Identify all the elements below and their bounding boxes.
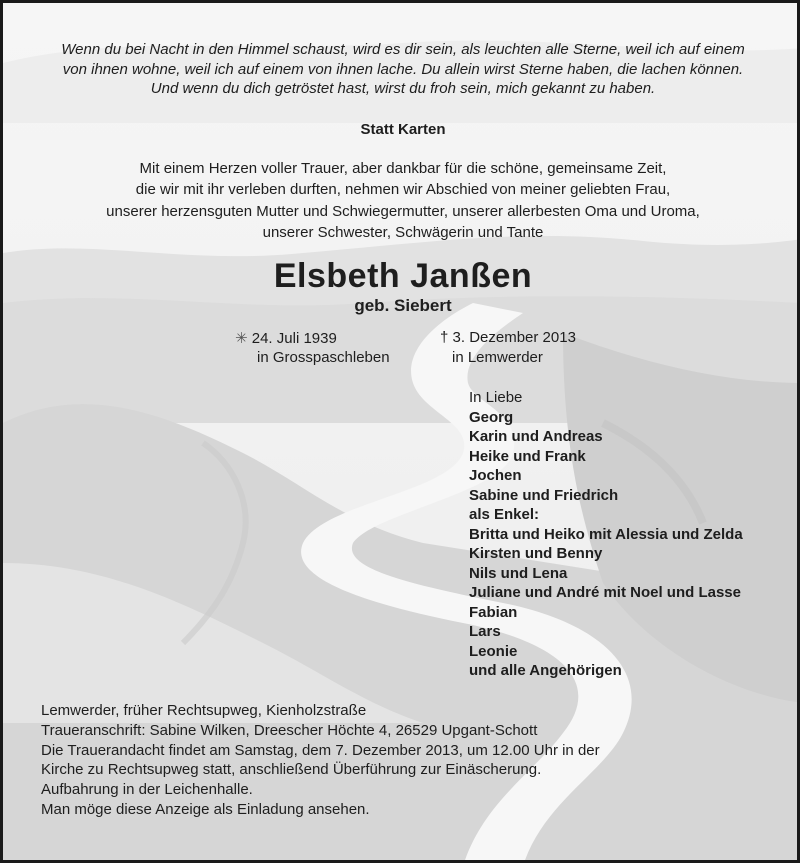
birth-star-icon: ✳ [235, 330, 248, 347]
footer-line: Kirche zu Rechtsupweg statt, anschließend Überführung zur Einäscherung. [41, 761, 542, 779]
mourner-entry: Leonie [469, 642, 518, 660]
poem-line: Wenn du bei Nacht in den Himmel schaust, wird es dir sein, als leuchten alle Sterne, weil ich auf einem [61, 41, 745, 58]
death-block [440, 329, 576, 346]
mourner-entry: Fabian [469, 603, 518, 621]
in-love-label: In Liebe [469, 389, 523, 406]
mourner-entry: und alle Angehörigen [469, 662, 622, 679]
footer-line: Die Trauerandacht findet am Samstag, dem 7. Dezember 2013, um 12.00 Uhr in der [41, 741, 600, 759]
deceased-name: Elsbeth Janßen [273, 257, 533, 295]
footer-line: Lemwerder, früher Rechtsupweg, Kienholzstraße [41, 702, 367, 719]
death-cross-icon: † [440, 329, 449, 346]
poem [3, 40, 800, 99]
mourner-entry: Jochen [469, 467, 522, 484]
intro-line: unserer herzensguten Mutter und Schwiegermutter, unserer allerbesten Oma und Uroma, [106, 202, 700, 220]
birth-date: 24. Juli 1939 [251, 330, 337, 347]
mourner-entry: Georg [469, 408, 514, 426]
mourner-entry: Lars [469, 623, 501, 640]
mourner-entry: Sabine und Friedrich [469, 486, 619, 504]
intro-line: Mit einem Herzen voller Trauer, aber dankbar für die schöne, gemeinsame Zeit, [139, 160, 667, 177]
maiden-name: geb. Siebert [354, 296, 452, 315]
mourners-list [469, 388, 743, 681]
mourner-entry: Karin und Andreas [469, 428, 603, 445]
grandchildren-label: als Enkel: [469, 506, 540, 523]
footer-info [41, 701, 600, 820]
mourner-entry: Heike und Frank [469, 447, 586, 465]
footer-line: Aufbahrung in der Leichenhalle. [41, 781, 253, 799]
intro-text [3, 158, 800, 243]
poem-line: von ihnen wohne, weil ich auf einem von ihnen lache. Du allein wirst Sterne haben, die lachen können. [62, 60, 744, 78]
mourner-entry: Kirsten und Benny [469, 545, 603, 562]
mourner-entry: Britta und Heiko mit Alessia und Zelda [469, 525, 743, 543]
poem-line: Und wenn du dich getröstet hast, wirst du froh sein, mich gekannt zu haben. [150, 80, 656, 97]
footer-line: Man möge diese Anzeige als Einladung ansehen. [41, 800, 370, 818]
birth-place: in Grosspaschleben [257, 349, 390, 366]
statt-karten-heading: Statt Karten [360, 121, 446, 138]
intro-line: unserer Schwester, Schwägerin und Tante [262, 223, 544, 241]
intro-line: die wir mit ihr verleben durften, nehmen wir Abschied von meiner geliebten Frau, [135, 181, 671, 199]
mourner-entry: Nils und Lena [469, 564, 568, 582]
death-place: in Lemwerder [452, 349, 543, 366]
birth-block [235, 329, 337, 347]
mourner-entry: Juliane und André mit Noel und Lasse [469, 584, 741, 601]
footer-line: Traueranschrift: Sabine Wilken, Dreescher Höchte 4, 26529 Upgant-Schott [41, 721, 538, 739]
death-date: 3. Dezember 2013 [452, 329, 576, 346]
